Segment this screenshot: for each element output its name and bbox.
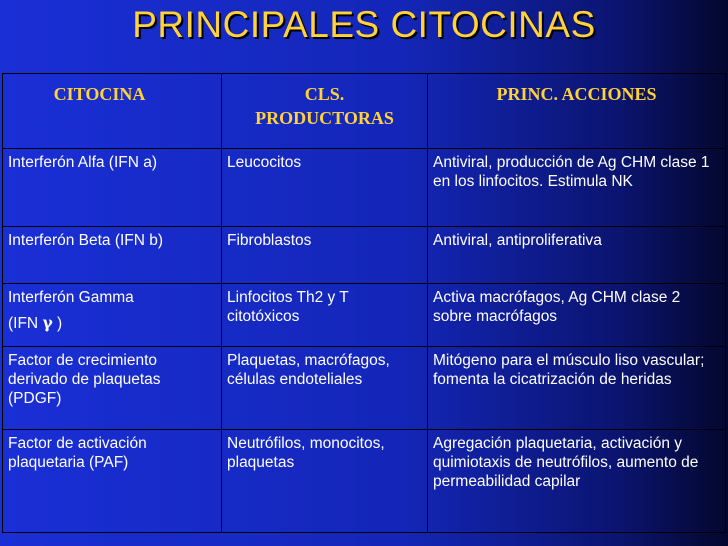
table-header-row <box>3 74 726 149</box>
table-row <box>3 226 726 283</box>
table-row <box>3 347 726 429</box>
cell-productoras: Linfocitos Th2 y T citotóxicos <box>222 283 428 346</box>
cell-productoras: Plaquetas, macrófagos, células endoteliales <box>222 347 428 429</box>
table-row <box>3 283 726 346</box>
gamma-prefix: (IFN <box>8 314 43 332</box>
cell-acciones: Activa macrófagos, Ag CHM clase 2 sobre macrófagos <box>428 283 726 346</box>
cell-citocina: Factor de crecimiento derivado de plaquetas (PDGF) <box>3 347 222 429</box>
cell-citocina-line1: Interferón Gamma <box>8 288 134 306</box>
header-citocina: CITOCINA <box>3 74 222 149</box>
header-acciones: PRINC. ACCIONES <box>428 74 726 149</box>
table-row <box>3 148 726 226</box>
table-row <box>3 429 726 532</box>
cell-citocina: Interferón Alfa (IFN a) <box>3 148 222 226</box>
cell-productoras: Neutrófilos, monocitos, plaquetas <box>222 429 428 532</box>
gamma-suffix: ) <box>52 314 63 332</box>
cell-productoras: Fibroblastos <box>222 226 428 283</box>
cell-productoras: Leucocitos <box>222 148 428 226</box>
cell-acciones: Agregación plaquetaria, activación y quimiotaxis de neutrófilos, aumento de permeabilidad capilar <box>428 429 726 532</box>
gamma-symbol: γ <box>42 312 53 332</box>
cell-citocina: Interferón Beta (IFN b) <box>3 226 222 283</box>
slide-title: PRINCIPALES CITOCINAS <box>132 4 596 45</box>
cytokine-table <box>2 73 726 533</box>
cell-citocina: Factor de activación plaquetaria (PAF) <box>3 429 222 532</box>
header-productoras-line2: PRODUCTORAS <box>255 108 394 128</box>
cell-acciones: Antiviral, producción de Ag CHM clase 1 en los linfocitos. Estimula NK <box>428 148 726 226</box>
cell-acciones: Antiviral, antiproliferativa <box>428 226 726 283</box>
cell-acciones: Mitógeno para el músculo liso vascular; fomenta la cicatrización de heridas <box>428 347 726 429</box>
cell-citocina-line2 <box>8 313 216 333</box>
header-productoras-line1: CLS. <box>304 84 345 104</box>
cell-citocina <box>3 283 222 346</box>
header-productoras <box>222 74 428 149</box>
